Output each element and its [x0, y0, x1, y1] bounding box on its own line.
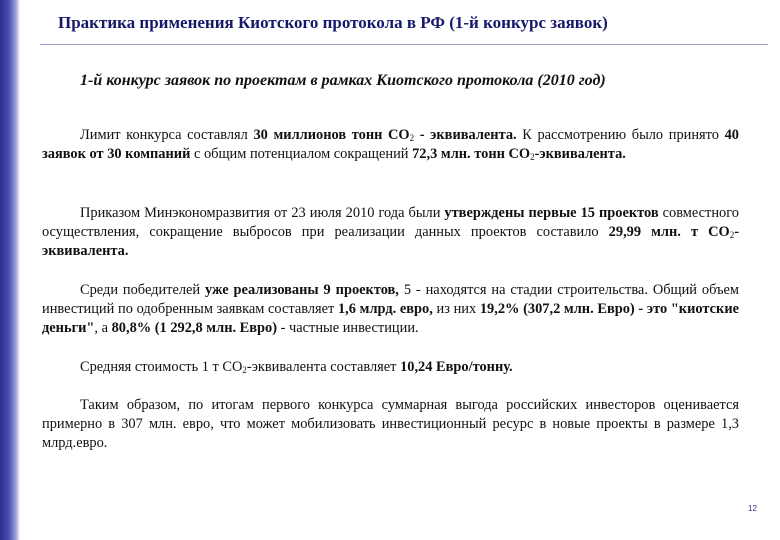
paragraph-contest-limit: Лимит конкурса составлял 30 миллионов тонн $СО_2$ - эквивалента. К рассмотрению было принято 40 заявок от 30 компаний с общим потенциалом сокращений 72,3 млн. тонн $СО_2$-эквивалента. [42, 127, 739, 162]
left-decorative-stripe [0, 0, 20, 540]
paragraph-conclusion: Таким образом, по итогам первого конкурса суммарная выгода российских инвесторов оценивается примерно в 307 млн. евро, что может мобилизовать инвестиционный ресурс в новые проекты в размере 1,3 млрд.евро. [42, 397, 739, 451]
page-number: 12 [748, 504, 757, 513]
paragraph-average-cost: Средняя стоимость 1 т $СО_2$-эквивалента составляет 10,24 Евро/тонну. [80, 359, 513, 375]
title-divider [40, 44, 768, 45]
paragraph-winners-investments: Среди победителей уже реализованы 9 проектов, 5 - находятся на стадии строительства. Общий объем инвестиций по одобренным заявкам составляет 1,6 млрд. евро, из них 19,2% (307,2 млн. Евро) - это "киотские деньги", а 80,8% (1 292,8 млн. Евро) - частные инвестиции. [42, 282, 740, 336]
slide-subtitle: 1-й конкурс заявок по проектам в рамках Киотского протокола (2010 год) [80, 72, 606, 89]
paragraph-approved-projects: Приказом Минэкономразвития от 23 июля 2010 года были утверждены первые 15 проектов совместного осуществления, сокращение выбросов при реализации данных проектов составило 29,99 млн. т $СО_2$-эквивалента. [42, 205, 739, 259]
slide-title: Практика применения Киотского протокола в РФ (1-й конкурс заявок) [58, 13, 608, 32]
